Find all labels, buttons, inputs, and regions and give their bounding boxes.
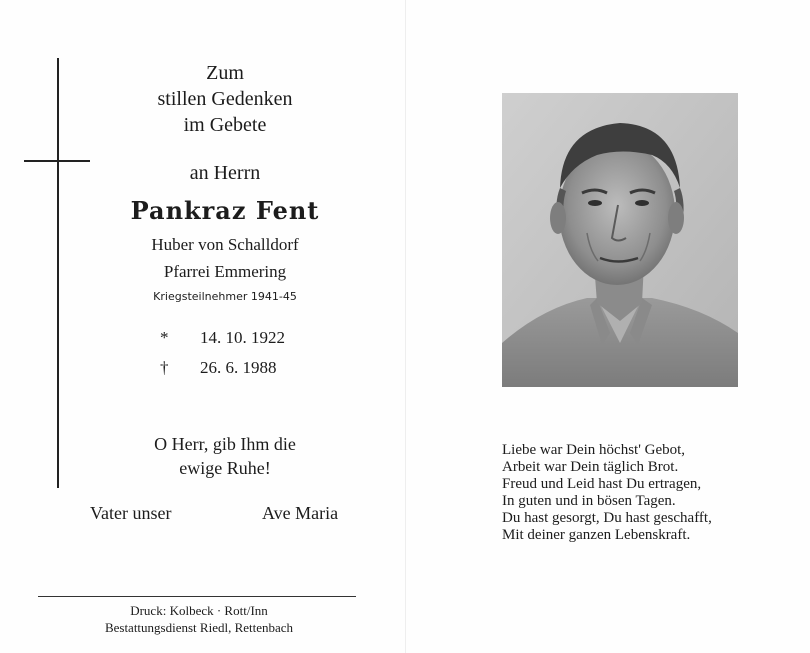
memorial-heading	[90, 60, 360, 138]
deceased-name: Pankraz Fent	[130, 196, 320, 225]
poem-line: Liebe war Dein höchst' Gebot,	[502, 442, 686, 458]
death-cross-icon: †	[160, 358, 169, 377]
salutation: an Herrn	[189, 162, 261, 184]
cross-vertical-bar	[57, 58, 59, 488]
poem-line: Freud und Leid hast Du ertragen,	[502, 476, 702, 492]
poem-line: Arbeit war Dein täglich Brot.	[502, 459, 679, 475]
prayer-vater-unser: Vater unser	[90, 503, 172, 523]
footer-divider	[38, 596, 356, 597]
prayer-line-1: O Herr, gib Ihm die	[154, 434, 296, 454]
birth-date: 14. 10. 1922	[200, 328, 285, 347]
cross-horizontal-bar	[24, 160, 90, 162]
prayer-line-2: ewige Ruhe!	[179, 458, 271, 478]
portrait-photo	[502, 93, 738, 387]
printer-credits	[40, 602, 358, 636]
death-date: 26. 6. 1988	[200, 358, 277, 377]
deceased-subtitle	[90, 231, 360, 285]
birth-star-icon: *	[160, 328, 169, 347]
death-date-row	[160, 358, 277, 378]
portrait-image	[502, 93, 738, 387]
birth-date-row	[160, 328, 285, 348]
prayer-text	[90, 432, 360, 480]
poem-line: Du hast gesorgt, Du hast geschafft,	[502, 510, 712, 526]
card-fold-line	[405, 0, 406, 653]
prayer-ave-maria: Ave Maria	[262, 503, 339, 523]
poem-line: Mit deiner ganzen Lebenskraft.	[502, 527, 691, 543]
poem-line: In guten und in bösen Tagen.	[502, 493, 676, 509]
heading-line-2: stillen Gedenken	[157, 88, 293, 110]
memorial-poem	[502, 442, 802, 544]
subtitle-line-2: Pfarrei Emmering	[163, 262, 287, 281]
heading-line-3: im Gebete	[183, 114, 267, 136]
subtitle-line-1: Huber von Schalldorf	[151, 235, 299, 254]
printer-line-1: Druck: Kolbeck · Rott/Inn	[130, 603, 268, 618]
heading-line-1: Zum	[206, 62, 244, 84]
printer-line-2: Bestattungsdienst Riedl, Rettenbach	[104, 620, 294, 635]
service-note: Kriegsteilnehmer 1941-45	[153, 290, 297, 303]
